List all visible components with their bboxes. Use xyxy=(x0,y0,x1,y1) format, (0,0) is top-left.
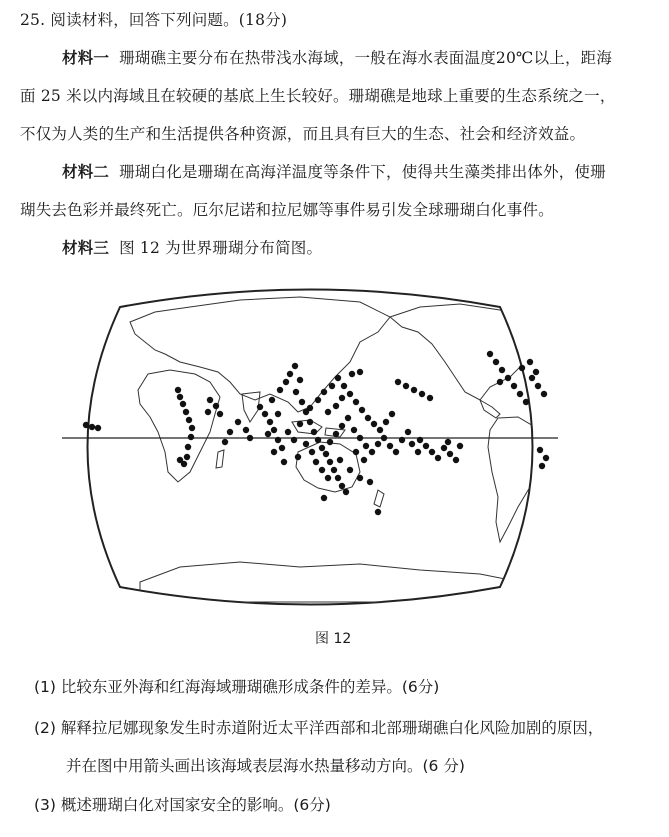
coral-point xyxy=(183,409,189,415)
coral-point xyxy=(339,395,345,401)
coral-point xyxy=(327,459,333,465)
coral-point xyxy=(227,429,233,435)
coral-point xyxy=(297,421,303,427)
coral-point xyxy=(287,371,293,377)
coral-point xyxy=(357,475,363,481)
coral-point xyxy=(441,445,447,451)
coral-point xyxy=(377,427,383,433)
coral-point xyxy=(541,391,547,397)
coral-point xyxy=(457,443,463,449)
coral-point xyxy=(265,431,271,437)
coral-point xyxy=(337,457,343,463)
coral-point xyxy=(353,449,359,455)
coral-point xyxy=(415,449,421,455)
coral-point xyxy=(493,359,499,365)
coral-point xyxy=(295,454,301,460)
coral-point xyxy=(293,389,299,395)
coral-point xyxy=(539,463,545,469)
coral-point xyxy=(329,383,335,389)
question-item-2-continued: 并在图中用箭头画出该海域表层海水热量移动方向。(6 分) xyxy=(66,757,465,775)
coral-point xyxy=(325,409,331,415)
coral-point xyxy=(347,391,353,397)
coral-point xyxy=(189,425,195,431)
coral-point xyxy=(205,409,211,415)
coral-point xyxy=(409,441,415,447)
coral-point xyxy=(533,369,539,375)
question-item-1: (1) 比较东亚外海和红海海域珊瑚礁形成条件的差异。(6分) xyxy=(34,678,440,696)
material-1-label: 材料一 xyxy=(62,48,110,67)
coral-point xyxy=(367,479,373,485)
coral-point xyxy=(371,421,377,427)
coral-point xyxy=(399,437,405,443)
coral-point xyxy=(389,411,395,417)
coral-point xyxy=(405,429,411,435)
coral-point xyxy=(333,403,339,409)
coral-point xyxy=(325,475,331,481)
coral-point xyxy=(387,443,393,449)
coral-point xyxy=(417,437,423,443)
coral-point xyxy=(177,457,183,463)
coral-point xyxy=(393,449,399,455)
coral-point xyxy=(345,415,351,421)
coral-point xyxy=(307,419,313,425)
coral-point xyxy=(217,411,223,417)
coral-point xyxy=(247,435,253,441)
coral-point xyxy=(243,427,249,433)
coral-point xyxy=(180,401,186,407)
coral-point xyxy=(285,429,291,435)
question-instruction: 阅读材料，回答下列问题。(18分) xyxy=(50,11,288,29)
question-number: 25. xyxy=(20,11,46,29)
question-header xyxy=(20,8,287,30)
material-2-line-1 xyxy=(62,160,606,182)
coral-point xyxy=(184,454,190,460)
coral-point xyxy=(279,445,285,451)
coral-point xyxy=(365,415,371,421)
coral-point xyxy=(89,424,95,430)
coral-point xyxy=(523,399,529,405)
coral-point xyxy=(543,455,549,461)
coral-point xyxy=(339,483,345,489)
coral-point xyxy=(297,377,303,383)
coral-point xyxy=(283,379,289,385)
coral-point xyxy=(395,379,401,385)
coral-point xyxy=(369,449,375,455)
coral-point xyxy=(257,404,263,410)
coral-point xyxy=(83,422,89,428)
coral-point xyxy=(299,399,305,405)
coral-point xyxy=(188,434,194,440)
coral-point xyxy=(535,383,541,389)
coral-point xyxy=(343,489,349,495)
coral-point xyxy=(271,449,277,455)
coral-point xyxy=(331,467,337,473)
coral-point xyxy=(339,423,345,429)
coral-point xyxy=(333,431,339,437)
coral-point xyxy=(359,407,365,413)
coral-point xyxy=(292,363,298,369)
coral-point xyxy=(186,417,192,423)
coral-point xyxy=(411,387,417,393)
coral-point xyxy=(177,394,183,400)
coral-point xyxy=(529,375,535,381)
coral-point xyxy=(363,443,369,449)
coral-point xyxy=(517,391,523,397)
coral-point xyxy=(303,441,309,447)
coral-point xyxy=(313,459,319,465)
coral-point xyxy=(319,467,325,473)
coral-point xyxy=(423,443,429,449)
coral-point xyxy=(311,429,317,435)
coral-point xyxy=(527,359,533,365)
material-2-text-1: 珊瑚白化是珊瑚在高海洋温度等条件下，使得共生藻类排出体外，使珊 xyxy=(119,163,606,181)
coral-point xyxy=(347,467,353,473)
coral-point xyxy=(275,411,281,417)
coral-point xyxy=(519,365,525,371)
coral-point xyxy=(271,427,277,433)
coral-point xyxy=(207,397,213,403)
coral-point xyxy=(453,457,459,463)
coral-point xyxy=(291,437,297,443)
coral-point xyxy=(235,419,241,425)
coral-point xyxy=(267,419,273,425)
coral-point xyxy=(403,383,409,389)
coral-point xyxy=(307,405,313,411)
coral-point xyxy=(319,445,325,451)
coral-point xyxy=(341,383,347,389)
greenland xyxy=(505,292,535,314)
coral-point xyxy=(445,439,451,445)
material-2-line-2: 瑚失去色彩并最终死亡。厄尔尼诺和拉尼娜等事件易引发全球珊瑚白化事件。 xyxy=(20,201,554,219)
world-coral-map xyxy=(60,282,560,612)
coral-point xyxy=(419,391,425,397)
coral-point xyxy=(357,435,363,441)
coral-point xyxy=(213,403,219,409)
coral-point xyxy=(262,411,268,417)
coral-point xyxy=(505,375,511,381)
coral-point xyxy=(222,439,228,445)
material-2-label: 材料二 xyxy=(62,162,110,181)
coral-point xyxy=(315,397,321,403)
coral-point xyxy=(499,367,505,373)
coral-point xyxy=(357,369,363,375)
material-1-line-2: 面 25 米以内海域且在较硬的基底上生长较好。珊瑚礁是地球上重要的生态系统之一， xyxy=(20,87,616,105)
coral-point xyxy=(361,457,367,463)
material-3 xyxy=(62,236,322,258)
coral-point xyxy=(375,509,381,515)
coral-point xyxy=(375,441,381,447)
figure-caption: 图 12 xyxy=(315,631,352,647)
coral-point xyxy=(497,379,503,385)
coral-point xyxy=(351,427,357,433)
coral-point xyxy=(335,375,341,381)
coral-point xyxy=(537,447,543,453)
coral-point xyxy=(185,444,191,450)
coral-point xyxy=(309,449,315,455)
coral-point xyxy=(95,425,101,431)
coral-point xyxy=(429,449,435,455)
coral-point xyxy=(323,451,329,457)
coral-point xyxy=(511,383,517,389)
coral-point xyxy=(315,437,321,443)
coral-point xyxy=(381,435,387,441)
coral-point xyxy=(335,475,341,481)
coral-point xyxy=(275,437,281,443)
material-1-text-1: 珊瑚礁主要分布在热带浅水海域，一般在海水表面温度20℃以上，距海 xyxy=(119,49,613,67)
coral-point xyxy=(281,459,287,465)
coral-point xyxy=(321,495,327,501)
coral-point xyxy=(383,419,389,425)
coral-point xyxy=(353,399,359,405)
coral-point xyxy=(487,351,493,357)
material-1-line-3: 不仅为人类的生产和生活提供各种资源，而且具有巨大的生态、社会和经济效益。 xyxy=(20,125,586,143)
material-3-text: 图 12 为世界珊瑚分布简图。 xyxy=(119,239,323,257)
material-3-label: 材料三 xyxy=(62,238,110,257)
coral-point xyxy=(427,395,433,401)
material-1-line-1 xyxy=(62,46,612,68)
coral-point xyxy=(327,439,333,445)
question-item-3: (3) 概述珊瑚白化对国家安全的影响。(6分) xyxy=(34,796,331,814)
coral-point xyxy=(349,371,355,377)
coral-point xyxy=(277,387,283,393)
coral-point xyxy=(435,455,441,461)
coral-point xyxy=(447,451,453,457)
coral-point xyxy=(269,397,275,403)
coral-point xyxy=(175,387,181,393)
question-item-2: (2) 解释拉尼娜现象发生时赤道附近太平洋西部和北部珊瑚礁白化风险加剧的原因， xyxy=(34,719,604,737)
coral-point xyxy=(321,389,327,395)
